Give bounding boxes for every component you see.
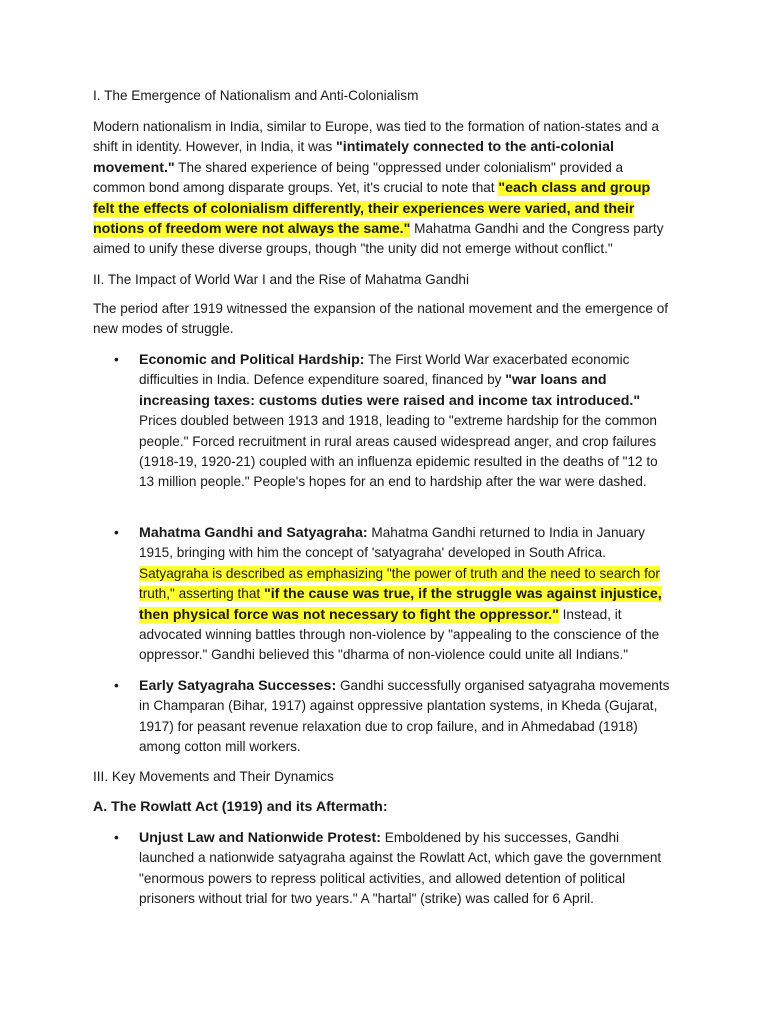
text: Gandhi successfully organised satyagraha movements in Champaran (Bihar, 1917) against oppressive plantation systems, in Kheda (Gujarat, 1917) for peasant revenue relaxation due to crop failure, and in Ahmedabad (1918) among cotton mill workers. bbox=[139, 678, 670, 755]
paragraph-intro: The period after 1919 witnessed the expansion of the national movement and the emergence of new modes of struggle. bbox=[93, 301, 669, 337]
text: Instead, it advocated winning battles through non-violence by "appealing to the conscience of the oppressor." Gandhi believed this "dharma of non-violence could unite all Indians." bbox=[139, 606, 660, 663]
highlighted-text: Satyagraha is described as emphasizing "the power of truth and the need to search for truth," asserting that bbox=[139, 565, 660, 602]
text: Modern nationalism in India, similar to Europe, was tied to the formation of nation-states and a shift in identity. However, in India, it was bbox=[93, 119, 659, 155]
text: Prices doubled between 1913 and 1918, leading to "extreme hardship for the common people." Forced recruitment in rural areas caused widespread anger, and crop failures (1918-19, 1920-21) coupled with an influenza epidemic resulted in the deaths of "12 to 13 million people." People's hopes for an end to hardship after the war were dashed. bbox=[139, 413, 658, 490]
bullet-label: Early Satyagraha Successes: bbox=[139, 678, 337, 694]
subheading-rowlatt: A. The Rowlatt Act (1919) and its Aftermath: bbox=[93, 799, 388, 815]
bullet-unjust-law bbox=[139, 828, 675, 910]
text: Mahatma Gandhi and the Congress party aimed to unify these diverse groups, though "the unity did not emerge without conflict." bbox=[93, 221, 664, 257]
bullet-marker: • bbox=[114, 678, 119, 693]
highlighted-bold-quote: "if the cause was true, if the struggle was against injustice, then physical force was not necessary to fight the oppressor." bbox=[139, 586, 662, 623]
bullet-marker: • bbox=[114, 525, 119, 540]
bullet-economic-hardship bbox=[139, 350, 675, 493]
bold-quote: "war loans and increasing taxes: customs duties were raised and income tax introduced." bbox=[139, 372, 641, 409]
bullet-early-successes bbox=[139, 676, 675, 758]
text: The First World War exacerbated economic difficulties in India. Defence expenditure soared, financed by bbox=[139, 352, 630, 388]
bullet-gandhi-satyagraha bbox=[139, 523, 675, 666]
bullet-label: Economic and Political Hardship: bbox=[139, 352, 365, 368]
bullet-marker: • bbox=[114, 830, 119, 845]
bold-quote: "intimately connected to the anti-colonial movement." bbox=[93, 139, 614, 176]
section-heading-2: II. The Impact of World War I and the Rise of Mahatma Gandhi bbox=[93, 272, 470, 287]
text: The shared experience of being "oppressed under colonialism" provided a common bond among disparate groups. Yet, it's crucial to note that bbox=[93, 159, 624, 196]
text: Mahatma Gandhi returned to India in January 1915, bringing with him the concept of 'satyagraha' developed in South Africa. bbox=[139, 525, 645, 561]
highlighted-quote: "each class and group felt the effects of colonialism differently, their experiences were varied, and their notions of freedom were not always the same." bbox=[93, 180, 651, 238]
bullet-label: Mahatma Gandhi and Satyagraha: bbox=[139, 525, 368, 541]
bullet-marker: • bbox=[114, 352, 119, 367]
section-heading-1: I. The Emergence of Nationalism and Anti-Colonialism bbox=[93, 88, 419, 103]
bullet-label: Unjust Law and Nationwide Protest: bbox=[139, 830, 381, 846]
section-heading-3: III. Key Movements and Their Dynamics bbox=[93, 769, 334, 784]
text: Emboldened by his successes, Gandhi launched a nationwide satyagraha against the Rowlatt Act, which gave the government "enormous powers to repress political activities, and allowed detention of political prisoners without trial for two years." A "hartal" (strike) was called for 6 April. bbox=[139, 830, 662, 907]
paragraph-nationalism bbox=[93, 117, 673, 260]
